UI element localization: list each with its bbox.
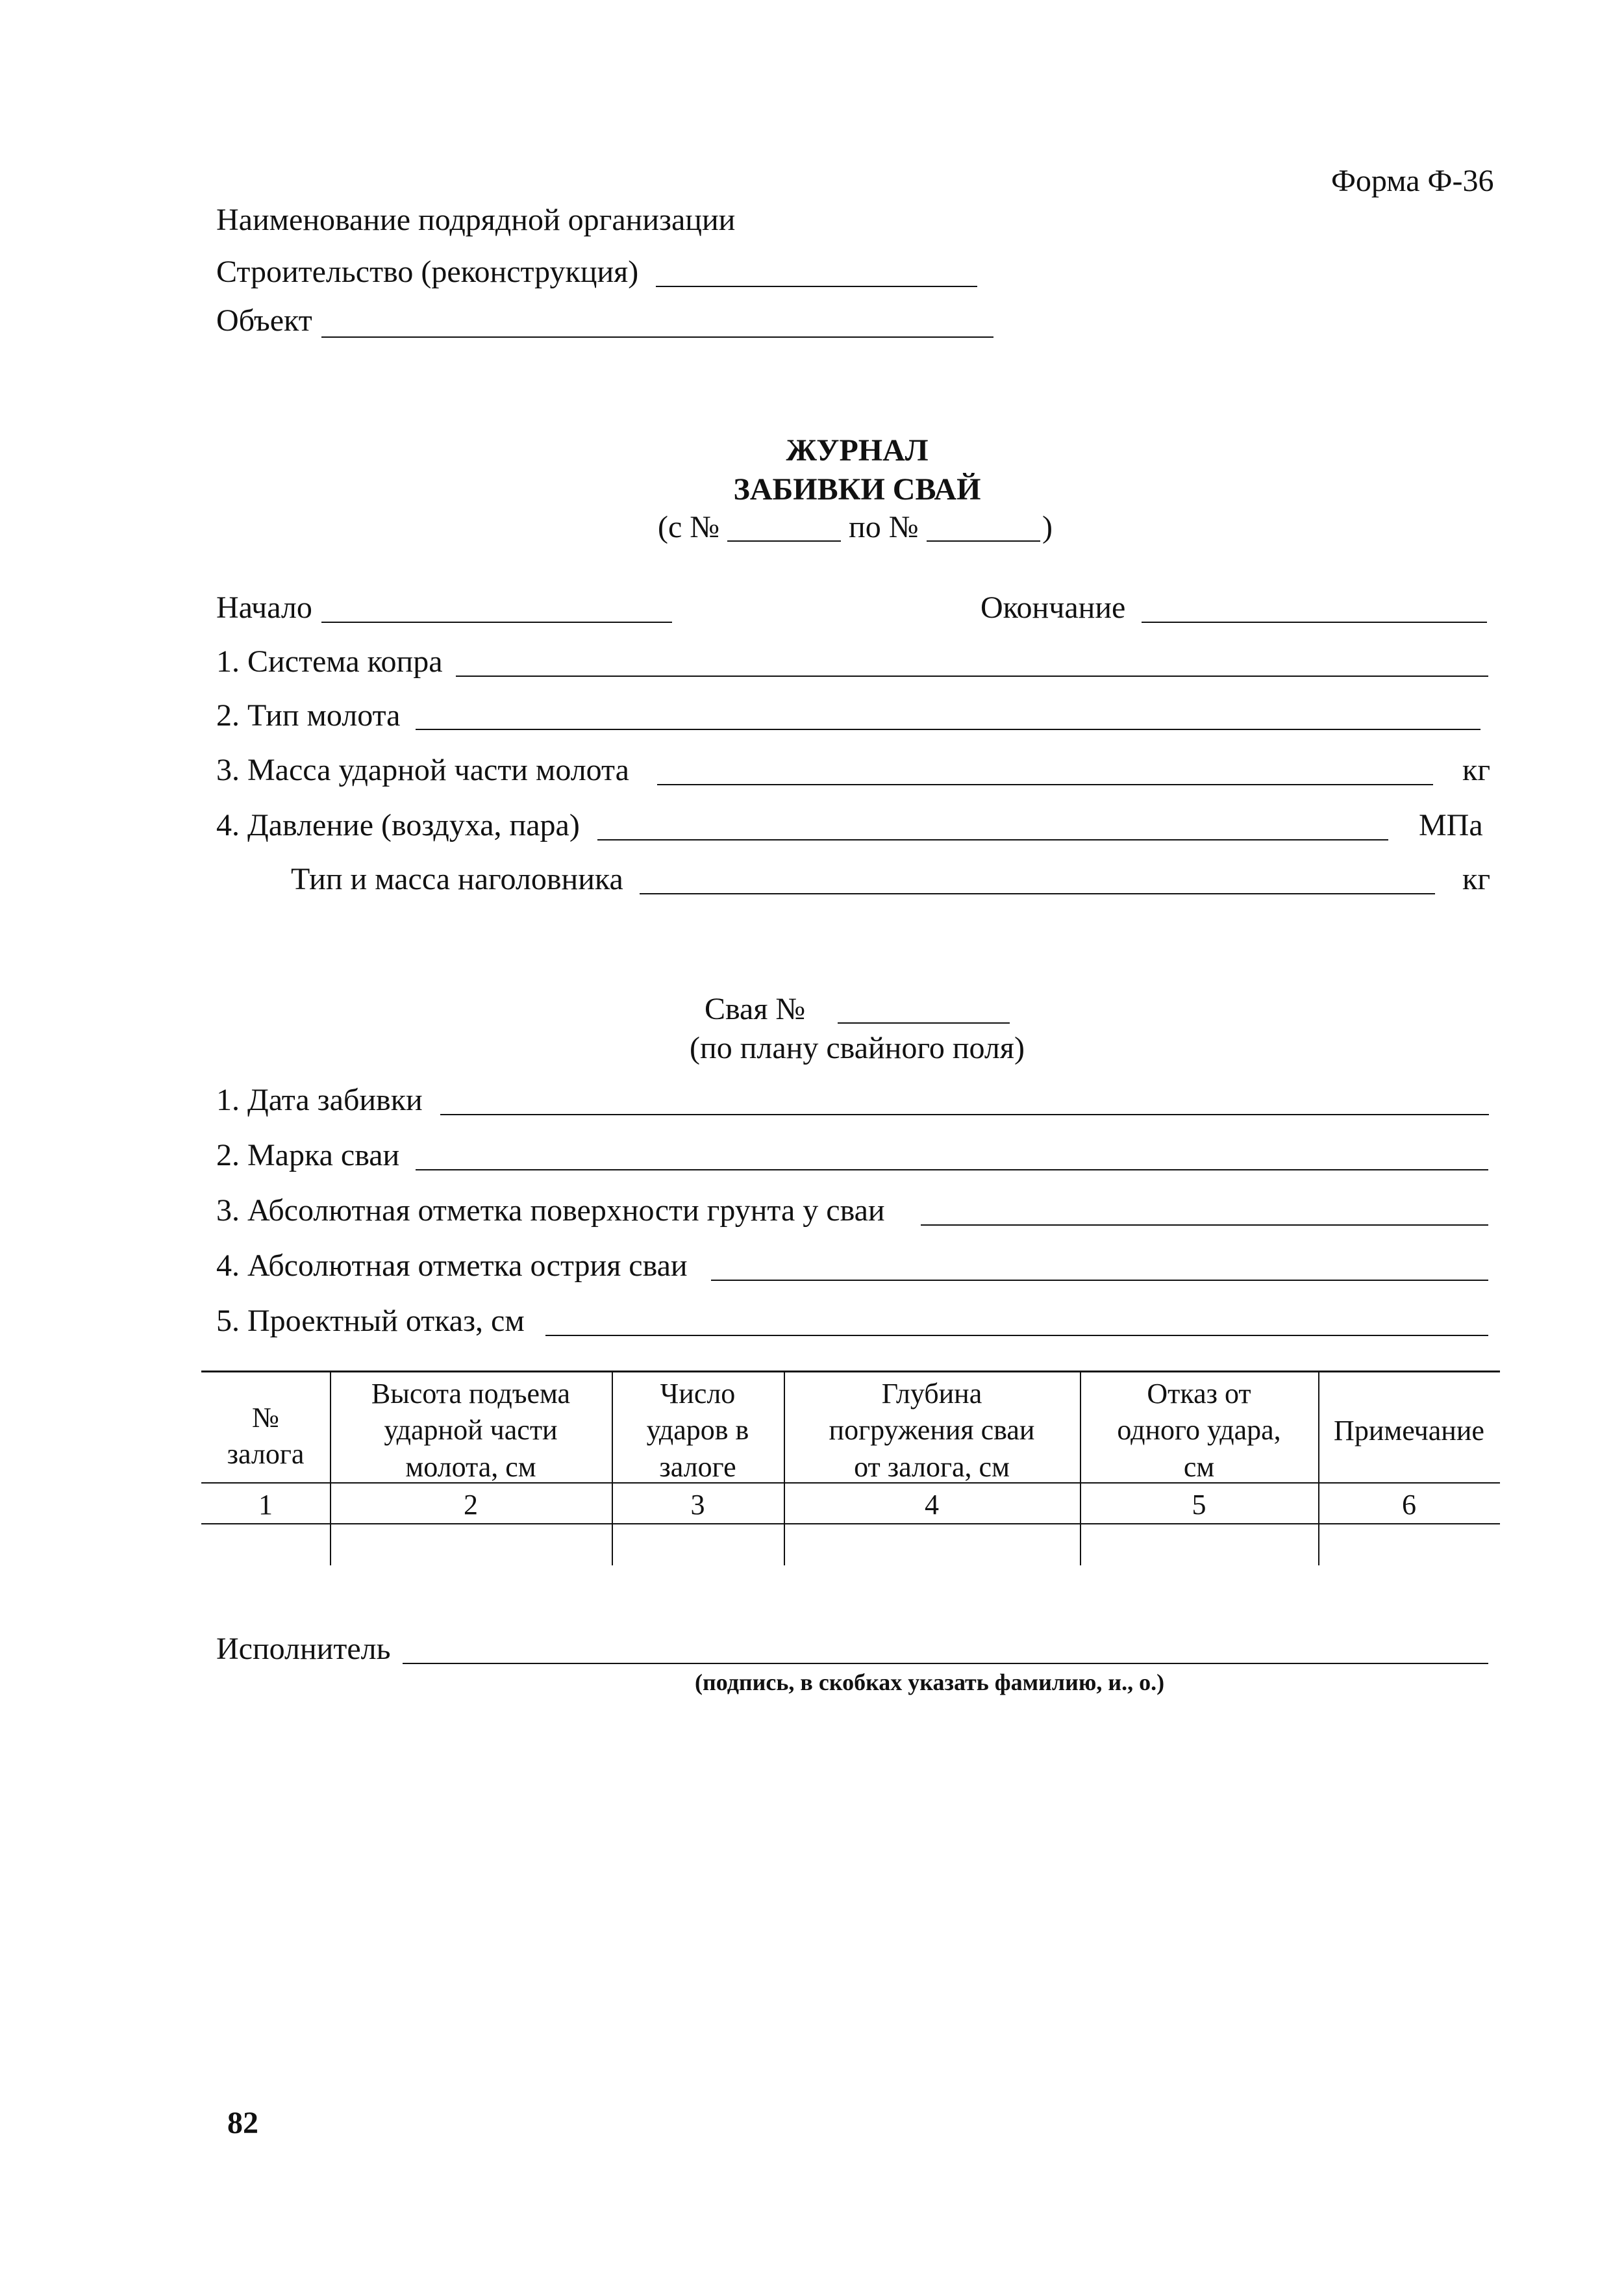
table-number-rule bbox=[201, 1523, 1500, 1524]
start-label: Начало bbox=[216, 590, 312, 625]
pile-grade-label: 2. Марка сваи bbox=[216, 1138, 400, 1172]
design-refusal-field[interactable] bbox=[545, 1335, 1488, 1336]
helmet-unit: кг bbox=[1462, 862, 1491, 896]
org-label: Наименование подрядной организации bbox=[216, 203, 736, 237]
range-from-label: (с № bbox=[658, 510, 720, 544]
table-top-rule bbox=[201, 1371, 1500, 1372]
table-column-number: 3 bbox=[690, 1489, 705, 1521]
end-label: Окончание bbox=[981, 590, 1126, 625]
journal-subtitle: ЗАБИВКИ СВАЙ bbox=[733, 472, 981, 507]
range-close: ) bbox=[1042, 510, 1053, 544]
hammer-type-field[interactable] bbox=[416, 729, 1480, 730]
hammer-mass-unit: кг bbox=[1462, 753, 1491, 787]
hammer-type-label: 2. Тип молота bbox=[216, 698, 401, 733]
table-column-number: 1 bbox=[258, 1489, 273, 1521]
driving-date-label: 1. Дата забивки bbox=[216, 1083, 423, 1117]
pressure-unit: МПа bbox=[1419, 808, 1483, 842]
pile-grade-field[interactable] bbox=[416, 1169, 1488, 1170]
pressure-field[interactable] bbox=[597, 839, 1388, 840]
table-header-cell: Примечание bbox=[1334, 1415, 1484, 1447]
ground-elevation-field[interactable] bbox=[921, 1224, 1488, 1226]
executor-label: Исполнитель bbox=[216, 1632, 391, 1666]
table-header-cell: Глубина погружения сваи от залога, см bbox=[829, 1378, 1035, 1483]
table-header-cell: Отказ от одного удара, см bbox=[1117, 1378, 1281, 1483]
helmet-label: Тип и масса наголовника bbox=[291, 862, 623, 896]
pile-subtitle: (по плану свайного поля) bbox=[690, 1031, 1025, 1065]
pile-driver-system-field[interactable] bbox=[456, 676, 1488, 677]
ground-elevation-label: 3. Абсолютная отметка поверхности грунта у сваи bbox=[216, 1193, 885, 1228]
construction-field[interactable] bbox=[656, 286, 977, 287]
table-column-number: 2 bbox=[464, 1489, 478, 1521]
table-column-number: 4 bbox=[925, 1489, 939, 1521]
range-from-field[interactable] bbox=[727, 540, 841, 542]
driving-date-field[interactable] bbox=[440, 1114, 1489, 1115]
pile-number-label: Свая № bbox=[705, 992, 806, 1026]
form-id: Форма Ф-36 bbox=[1331, 164, 1494, 198]
page-number: 82 bbox=[227, 2106, 258, 2140]
object-label: Объект bbox=[216, 303, 312, 338]
range-to-label: по № bbox=[849, 510, 919, 544]
executor-hint: (подпись, в скобках указать фамилию, и., о.) bbox=[695, 1669, 1165, 1695]
construction-label: Строительство (реконструкция) bbox=[216, 255, 639, 289]
end-field[interactable] bbox=[1142, 622, 1487, 623]
executor-signature-field[interactable] bbox=[403, 1663, 1488, 1664]
hammer-mass-label: 3. Масса ударной части молота bbox=[216, 753, 629, 787]
hammer-mass-field[interactable] bbox=[657, 784, 1433, 785]
object-field[interactable] bbox=[321, 336, 993, 338]
table-header-cell: Высота подъема ударной части молота, см bbox=[371, 1378, 571, 1483]
table-col-divider bbox=[1318, 1371, 1319, 1565]
tip-elevation-label: 4. Абсолютная отметка острия сваи bbox=[216, 1248, 688, 1283]
table-column-number: 6 bbox=[1402, 1489, 1416, 1521]
tip-elevation-field[interactable] bbox=[711, 1280, 1488, 1281]
driving-log-table bbox=[201, 1371, 1500, 1565]
pile-driver-system-label: 1. Система копра bbox=[216, 644, 443, 679]
pressure-label: 4. Давление (воздуха, пара) bbox=[216, 808, 580, 842]
journal-title: ЖУРНАЛ bbox=[786, 433, 929, 468]
range-to-field[interactable] bbox=[927, 540, 1040, 542]
design-refusal-label: 5. Проектный отказ, см bbox=[216, 1304, 525, 1338]
start-field[interactable] bbox=[321, 622, 672, 623]
table-header-cell: № залога bbox=[227, 1402, 305, 1471]
helmet-field[interactable] bbox=[640, 893, 1435, 894]
table-header-cell: Число ударов в залоге bbox=[646, 1378, 749, 1483]
pile-number-field[interactable] bbox=[838, 1022, 1010, 1024]
table-column-number: 5 bbox=[1192, 1489, 1206, 1521]
